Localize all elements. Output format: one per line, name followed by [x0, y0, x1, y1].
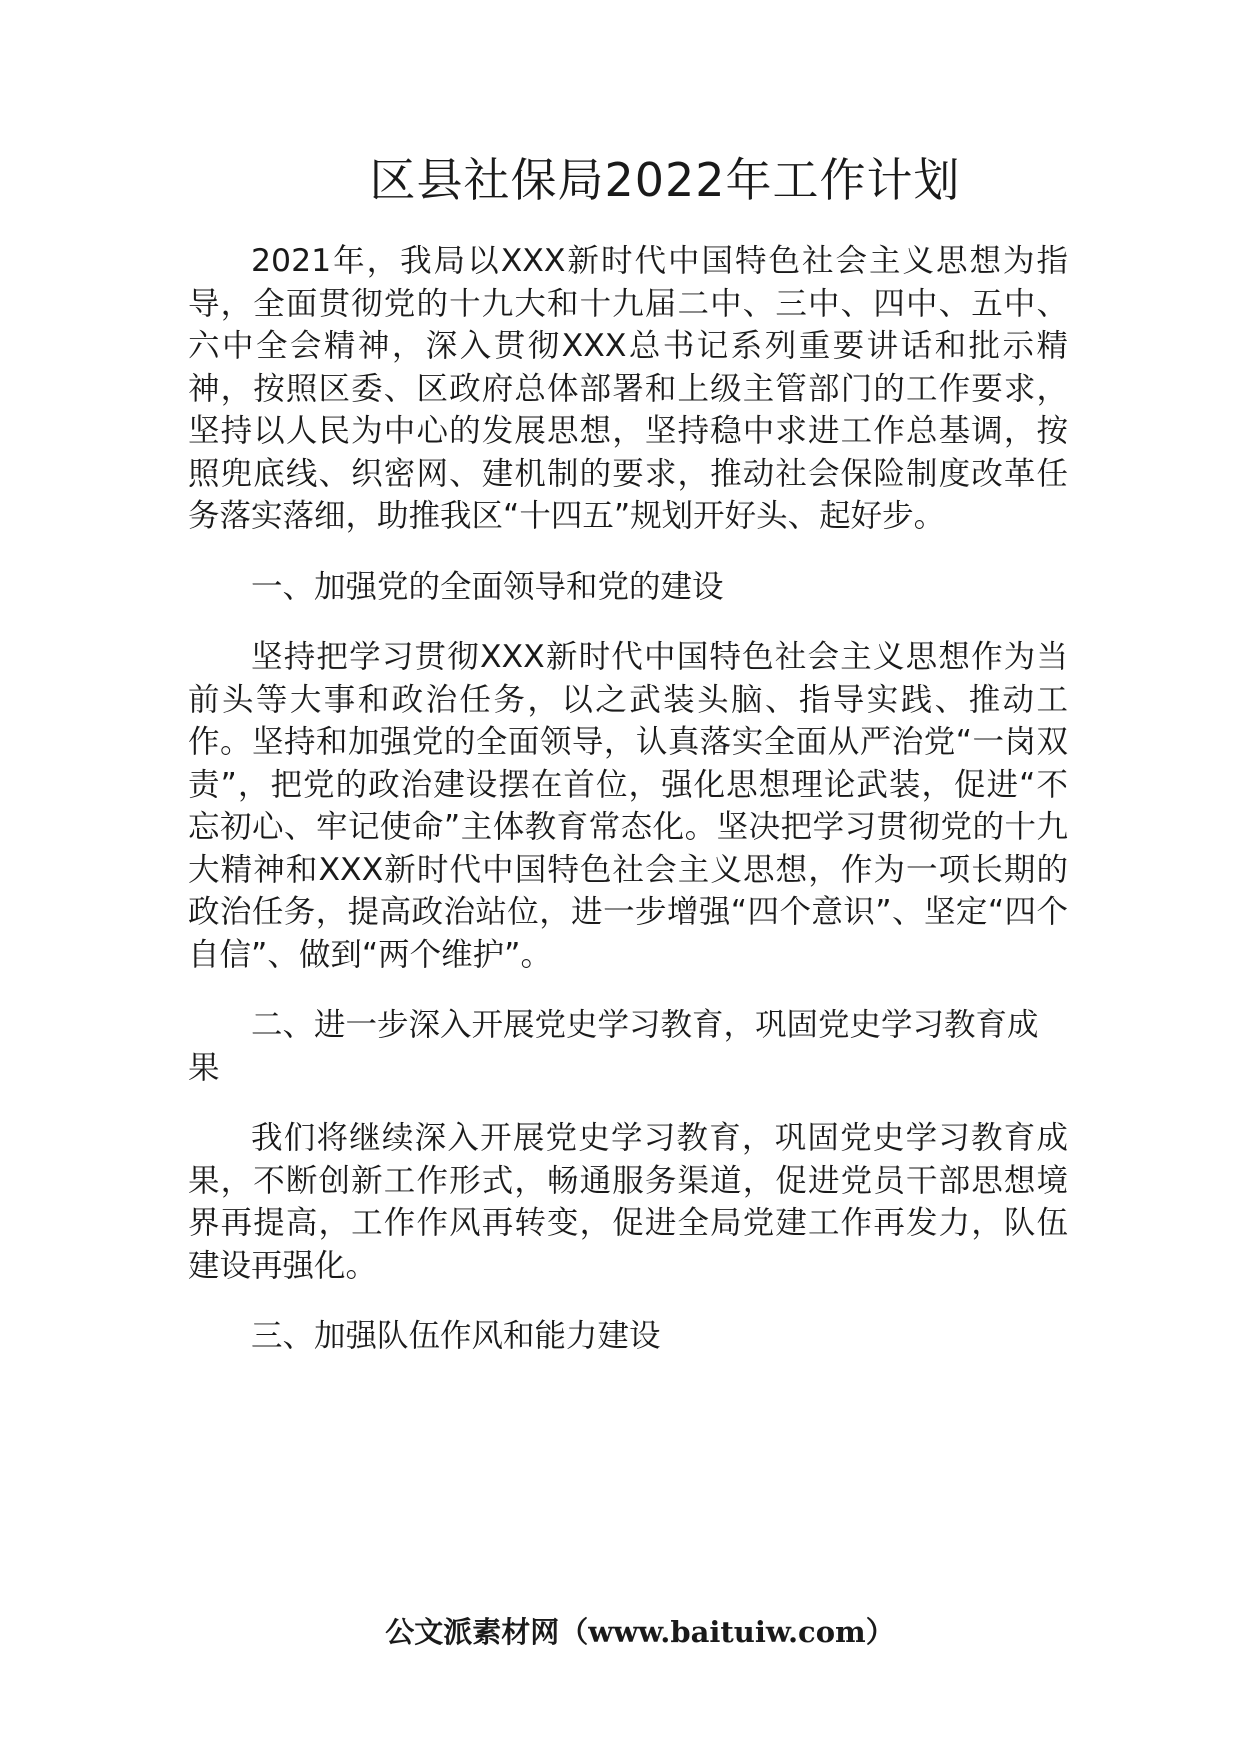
- document-body: [188, 240, 1068, 1386]
- section-heading-3: 三、加强队伍作风和能力建设: [251, 1318, 661, 1354]
- document-title: 区县社保局2022年工作计划: [369, 153, 961, 207]
- section-heading-2: 二、进一步深入开展党史学习教育，巩固党史学习教育成果: [188, 1007, 1039, 1086]
- paragraph-section-1: 坚持把学习贯彻XXX新时代中国特色社会主义思想作为当前头等大事和政治任务，以之武装头脑、指导实践、推动工作。坚持和加强党的全面领导，认真落实全面从严治党“一岗双责”，把党的政治建设摆在首位，强化思想理论武装，促进“不忘初心、牢记使命”主体教育常态化。坚决把学习贯彻党的十九大精神和XXX新时代中国特色社会主义思想，作为一项长期的政治任务，提高政治站位，进一步增强“四个意识”、坚定“四个自信”、做到“两个维护”。: [188, 639, 1068, 973]
- footer-source: 公文派素材网（www.baituiw.com）: [385, 1615, 895, 1649]
- paragraph-section-2: 我们将继续深入开展党史学习教育，巩固党史学习教育成果，不断创新工作形式，畅通服务渠道，促进党员干部思想境界再提高，工作作风再转变，促进全局党建工作再发力，队伍建设再强化。: [188, 1120, 1068, 1284]
- paragraph-intro: 2021年，我局以XXX新时代中国特色社会主义思想为指导，全面贯彻党的十九大和十九届二中、三中、四中、五中、六中全会精神，深入贯彻XXX总书记系列重要讲话和批示精神，按照区委、区政府总体部署和上级主管部门的工作要求，坚持以人民为中心的发展思想，坚持稳中求进工作总基调，按照兜底线、织密网、建机制的要求，推动社会保险制度改革任务落实落细，助推我区“十四五”规划开好头、起好步。: [188, 243, 1068, 534]
- section-heading-1: 一、加强党的全面领导和党的建设: [251, 568, 724, 605]
